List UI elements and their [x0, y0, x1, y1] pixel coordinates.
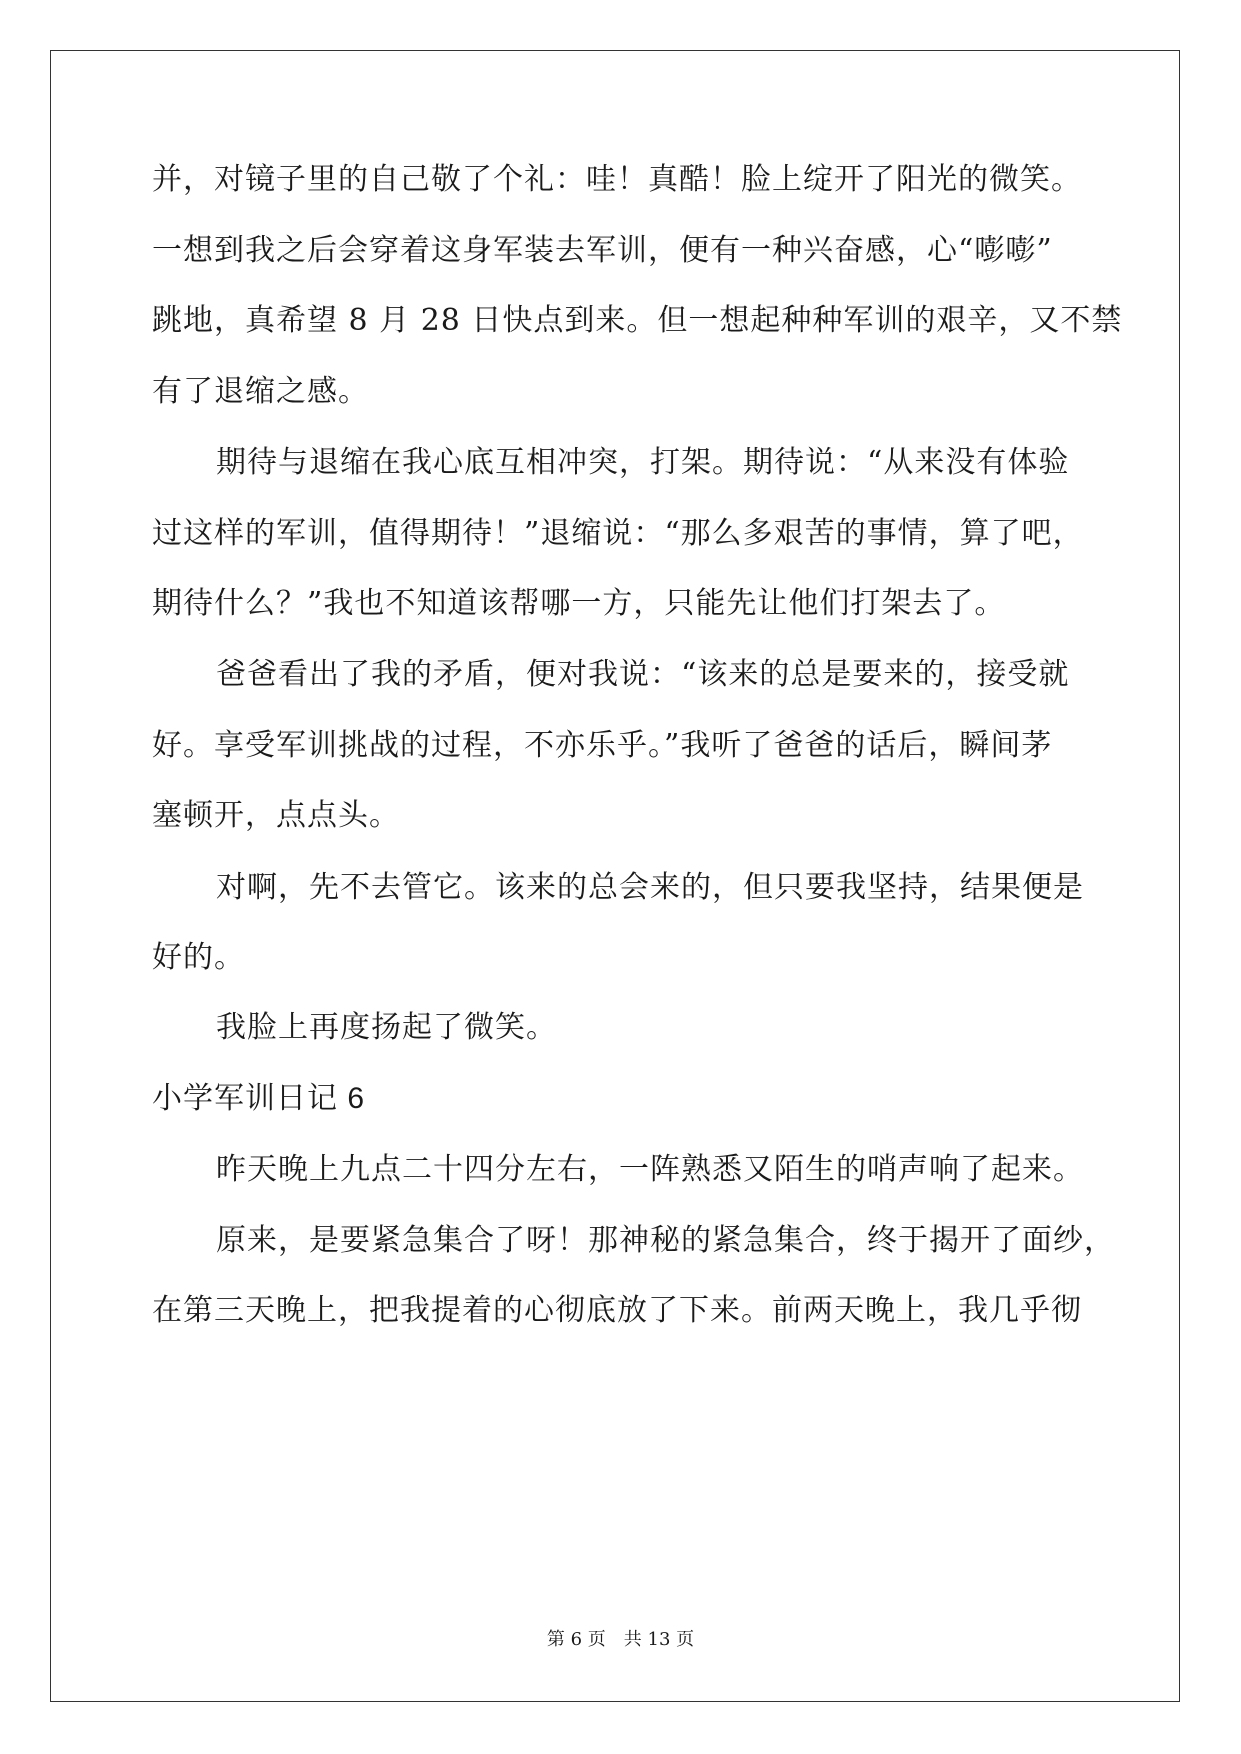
text-line: 在第三天晚上，把我提着的心彻底放了下来。前两天晚上，我几乎彻: [152, 1293, 1082, 1328]
text-line: 期待什么？”我也不知道该帮哪一方，只能先让他们打架去了。: [152, 586, 1006, 621]
section-heading: 小学军训日记 6: [152, 1082, 366, 1115]
paragraph-start: 对啊，先不去管它。该来的总会来的，但只要我坚持，结果便是: [216, 870, 1084, 905]
paragraph-start: 期待与退缩在我心底互相冲突，打架。期待说：“从来没有体验: [216, 445, 1070, 480]
paragraph-start: 我脸上再度扬起了微笑。: [216, 1010, 557, 1045]
text-line: 塞顿开，点点头。: [152, 798, 400, 833]
paragraph-start: 昨天晚上九点二十四分左右，一阵熟悉又陌生的哨声响了起来。: [216, 1152, 1084, 1187]
text-line: 过这样的军训，值得期待！”退缩说：“那么多艰苦的事情，算了吧，: [152, 516, 1084, 551]
text-line: 并，对镜子里的自己敬了个礼：哇！真酷！脸上绽开了阳光的微笑。: [152, 162, 1082, 197]
paragraph-start: 爸爸看出了我的矛盾，便对我说：“该来的总是要来的，接受就: [216, 657, 1070, 692]
text-line: 一想到我之后会穿着这身军装去军训，便有一种兴奋感，心“嘭嘭”: [152, 233, 1053, 268]
text-line: 跳地，真希望 8 月 28 日快点到来。但一想起种种军训的艰辛，又不禁: [152, 303, 1123, 338]
text-line: 好的。: [152, 940, 245, 975]
text-line: 好。享受军训挑战的过程，不亦乐乎。”我听了爸爸的话后，瞬间茅: [152, 728, 1053, 763]
page-number-footer: 第 6 页 共 13 页: [546, 1629, 695, 1650]
text-line: 有了退缩之感。: [152, 374, 369, 409]
paragraph-start: 原来，是要紧急集合了呀！那神秘的紧急集合，终于揭开了面纱，: [216, 1223, 1115, 1258]
